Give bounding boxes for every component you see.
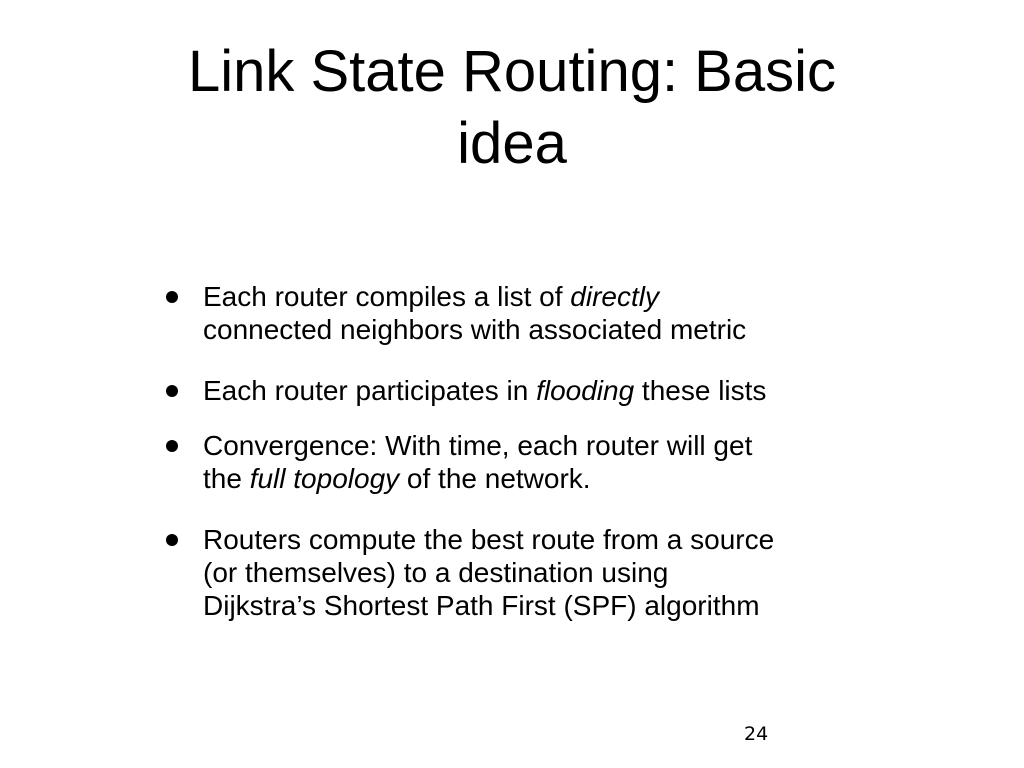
bullet-text <box>203 429 950 495</box>
bullet-dot-icon <box>166 534 178 546</box>
bullet-text-segment: of the network. <box>399 463 591 494</box>
bullet-emphasis: full topology <box>249 463 400 494</box>
bullet-item <box>160 280 950 346</box>
bullet-text-segment: Convergence: With time, each router will get <box>203 430 753 461</box>
bullet-list <box>160 280 950 650</box>
bullet-item <box>160 374 950 407</box>
bullet-text-segment: Dijkstra’s Shortest Path First (SPF) algorithm <box>203 590 760 621</box>
bullet-text <box>203 374 950 407</box>
bullet-dot-icon <box>166 291 178 303</box>
bullet-text-segment: the <box>203 463 250 494</box>
bullet-text-segment: connected neighbors with associated metric <box>203 314 747 345</box>
bullet-emphasis: flooding <box>536 375 635 406</box>
slide-title <box>62 36 962 180</box>
slide-title-line-1: Link State Routing: Basic <box>187 39 837 104</box>
bullet-text-segment: Each router participates in <box>203 375 537 406</box>
bullet-emphasis: directly <box>570 281 659 312</box>
bullet-text <box>203 280 950 346</box>
bullet-text-segment: these lists <box>634 375 767 406</box>
bullet-text-segment: Routers compute the best route from a source <box>203 524 775 555</box>
bullet-dot-icon <box>166 385 178 397</box>
page-number: 24 <box>744 723 769 745</box>
bullet-text <box>203 523 950 622</box>
bullet-item <box>160 429 950 495</box>
slide-title-line-2: idea <box>457 111 567 176</box>
bullet-text-segment: Each router compiles a list of <box>203 281 571 312</box>
bullet-item <box>160 523 950 622</box>
bullet-text-segment: (or themselves) to a destination using <box>203 557 669 588</box>
bullet-dot-icon <box>166 440 178 452</box>
